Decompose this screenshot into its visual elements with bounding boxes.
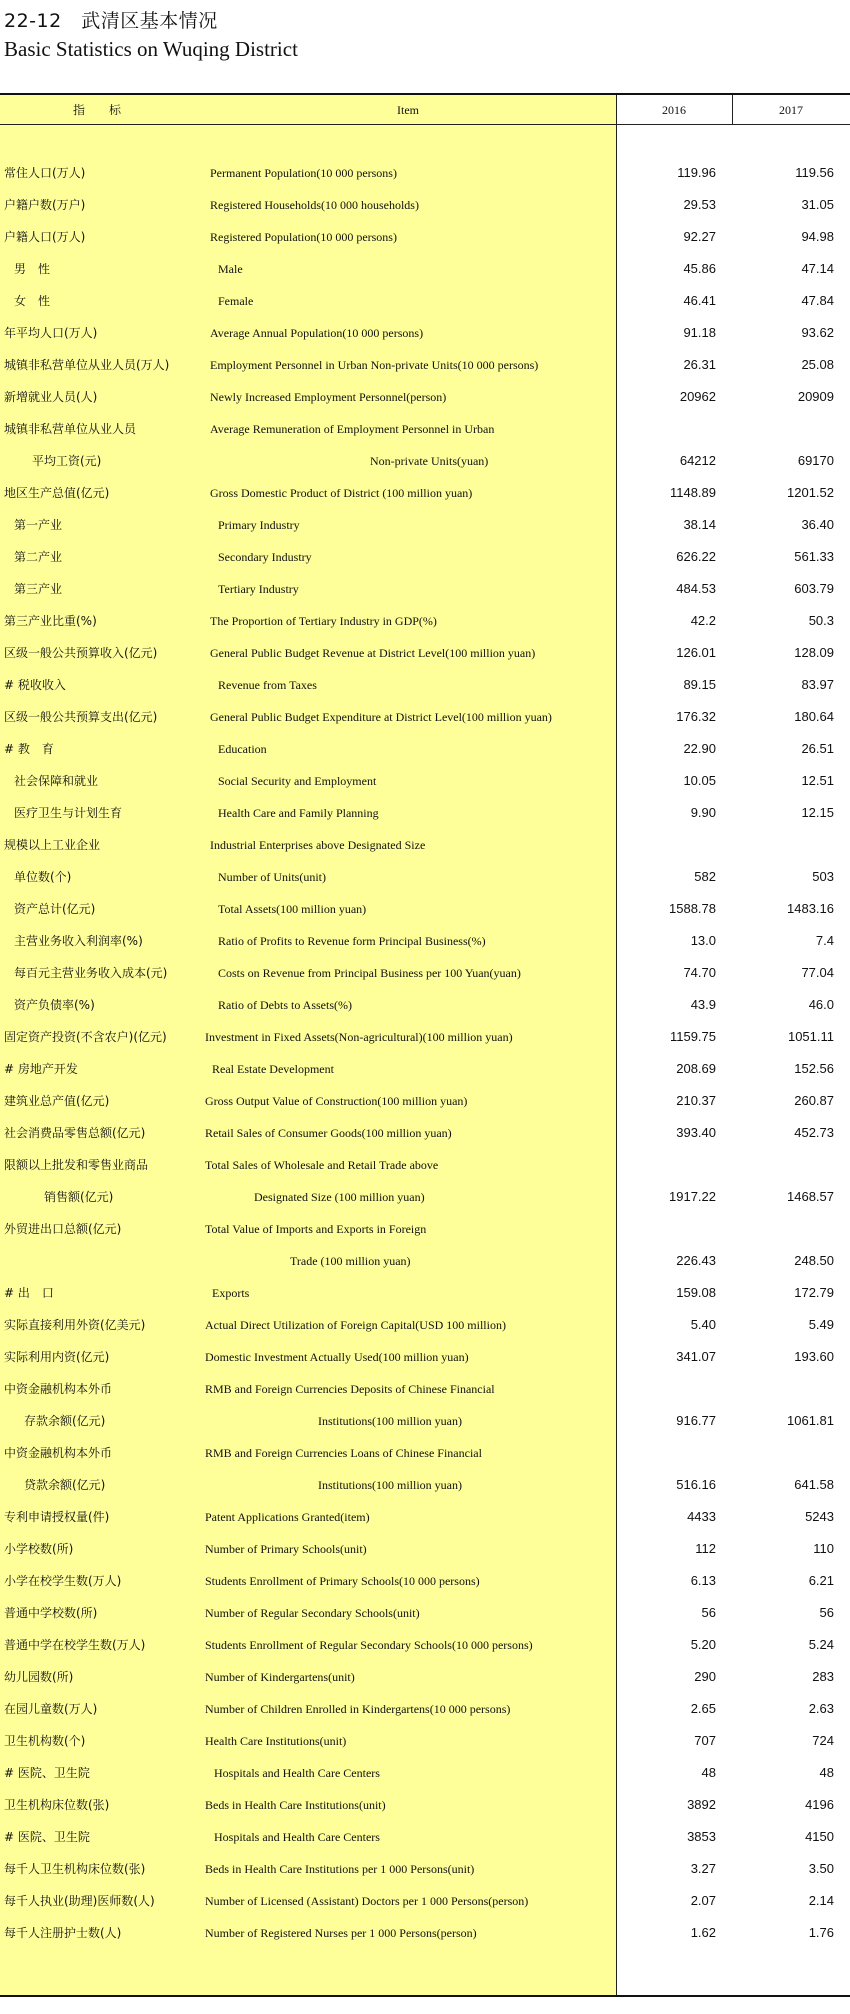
- row-value-2017: 1483.16: [787, 901, 834, 916]
- row-value-2017: 110: [813, 1541, 834, 1556]
- row-item-en: Health Care and Family Planning: [218, 806, 379, 820]
- table-row: [0, 1885, 850, 1917]
- row-value-2017: 25.08: [801, 357, 834, 372]
- row-value-2016: 3853: [687, 1829, 716, 1844]
- row-indicator-zh: 每百元主营业务收入成本(元): [14, 966, 168, 980]
- table-row: [0, 1245, 850, 1277]
- row-item-en: Tertiary Industry: [218, 582, 299, 596]
- row-value-2016: 5.20: [690, 1637, 716, 1652]
- table-row: [0, 989, 850, 1021]
- row-indicator-zh: 城镇非私营单位从业人员(万人): [4, 358, 170, 372]
- row-value-2017: 5.24: [808, 1637, 834, 1652]
- row-indicator-zh: # 房地产开发: [4, 1062, 78, 1076]
- row-value-2017: 152.56: [794, 1061, 834, 1076]
- row-value-2016: 6.13: [690, 1573, 716, 1588]
- row-value-2016: 707: [694, 1733, 716, 1748]
- row-indicator-zh: 普通中学校数(所): [4, 1606, 98, 1620]
- row-value-2016: 4433: [687, 1509, 716, 1524]
- row-value-2016: 176.32: [676, 709, 716, 724]
- row-indicator-zh: # 出 口: [4, 1286, 54, 1300]
- row-value-2016: 26.31: [683, 357, 716, 372]
- bottom-rule: [0, 1995, 850, 1997]
- table-row: [0, 1821, 850, 1853]
- row-value-2016: 92.27: [683, 229, 716, 244]
- row-value-2016: 56: [701, 1605, 716, 1620]
- row-indicator-zh: 医疗卫生与计划生育: [14, 806, 123, 820]
- row-value-2016: 38.14: [683, 517, 716, 532]
- row-item-en: Number of Primary Schools(unit): [205, 1542, 367, 1556]
- row-item-en: Social Security and Employment: [218, 774, 377, 788]
- row-value-2016: [616, 1213, 716, 1245]
- table-row: [0, 637, 850, 669]
- row-item-en: Average Remuneration of Employment Personnel in Urban: [210, 422, 495, 436]
- row-value-2016: 119.96: [677, 165, 716, 180]
- row-item-en: Designated Size (100 million yuan): [254, 1190, 425, 1204]
- header-indicator: 指 标: [72, 103, 127, 117]
- row-item-en: Hospitals and Health Care Centers: [214, 1766, 380, 1780]
- row-item-en: Education: [218, 742, 267, 756]
- table-row: [0, 1405, 850, 1437]
- table-row: [0, 285, 850, 317]
- row-value-2017: 1051.11: [787, 1029, 834, 1044]
- row-value-2017: [732, 1213, 834, 1245]
- table-row: [0, 1021, 850, 1053]
- row-item-en: Beds in Health Care Institutions(unit): [205, 1798, 386, 1812]
- row-value-2016: 91.18: [683, 325, 716, 340]
- row-indicator-zh: # 医院、卫生院: [4, 1830, 90, 1844]
- table-row: [0, 1501, 850, 1533]
- table-row: [0, 1181, 850, 1213]
- row-indicator-zh: 小学在校学生数(万人): [4, 1574, 122, 1588]
- row-item-en: Trade (100 million yuan): [290, 1254, 411, 1268]
- row-item-en: Students Enrollment of Primary Schools(10 000 persons): [205, 1574, 480, 1588]
- header-year-2016: 2016: [662, 103, 686, 117]
- row-indicator-zh: 第三产业: [14, 582, 63, 596]
- row-value-2017: 12.15: [801, 805, 834, 820]
- row-indicator-zh: # 教 育: [4, 742, 54, 756]
- table-row: [0, 413, 850, 445]
- row-item-en: Registered Households(10 000 households): [210, 198, 419, 212]
- table-row: [0, 509, 850, 541]
- table-row: [0, 477, 850, 509]
- row-value-2017: 452.73: [794, 1125, 834, 1140]
- row-value-2017: 6.21: [808, 1573, 834, 1588]
- row-item-en: Number of Kindergartens(unit): [205, 1670, 355, 1684]
- row-item-en: Students Enrollment of Regular Secondary Schools(10 000 persons): [205, 1638, 533, 1652]
- row-value-2016: 48: [701, 1765, 716, 1780]
- row-indicator-zh: 社会消费品零售总额(亿元): [4, 1126, 146, 1140]
- table-row: [0, 157, 850, 189]
- row-indicator-zh: 卫生机构床位数(张): [4, 1798, 110, 1812]
- row-item-en: Exports: [212, 1286, 250, 1300]
- table-row: [0, 765, 850, 797]
- row-value-2016: 9.90: [690, 805, 716, 820]
- table-row: [0, 1117, 850, 1149]
- row-item-en: Total Sales of Wholesale and Retail Trade above: [205, 1158, 439, 1172]
- table-row: [0, 1597, 850, 1629]
- row-value-2017: 5.49: [808, 1317, 834, 1332]
- row-value-2016: 3.27: [690, 1861, 716, 1876]
- row-value-2017: 31.05: [801, 197, 834, 212]
- row-value-2016: 1148.89: [669, 485, 716, 500]
- row-item-en: Employment Personnel in Urban Non-private Units(10 000 persons): [210, 358, 539, 372]
- row-item-en: Number of Children Enrolled in Kindergartens(10 000 persons): [205, 1702, 511, 1716]
- row-item-en: Actual Direct Utilization of Foreign Capital(USD 100 million): [205, 1318, 506, 1332]
- row-indicator-zh: 实际直接利用外资(亿美元): [4, 1318, 146, 1332]
- row-value-2016: 3892: [687, 1797, 716, 1812]
- row-item-en: Gross Domestic Product of District (100 million yuan): [210, 486, 473, 500]
- row-item-en: Permanent Population(10 000 persons): [210, 166, 397, 180]
- row-value-2017: 48: [819, 1765, 834, 1780]
- row-value-2016: [616, 1437, 716, 1469]
- table-row: [0, 1213, 850, 1245]
- row-value-2016: 226.43: [676, 1253, 716, 1268]
- table-body: [0, 125, 850, 1949]
- row-value-2016: 20962: [679, 389, 716, 404]
- row-value-2017: [732, 413, 834, 445]
- table-row: [0, 1789, 850, 1821]
- table-row: [0, 189, 850, 221]
- row-indicator-zh: 资产总计(亿元): [14, 902, 96, 916]
- row-value-2016: 341.07: [676, 1349, 716, 1364]
- row-value-2016: 126.01: [676, 645, 716, 660]
- row-indicator-zh: 地区生产总值(亿元): [4, 486, 110, 500]
- row-indicator-zh: 幼儿园数(所): [4, 1670, 74, 1684]
- row-value-2017: [732, 1437, 834, 1469]
- row-value-2016: [616, 125, 716, 157]
- table-row: [0, 1341, 850, 1373]
- row-indicator-zh: 建筑业总产值(亿元): [4, 1094, 110, 1108]
- row-item-en: Ratio of Profits to Revenue form Principal Business(%): [218, 934, 486, 948]
- row-item-en: Male: [218, 262, 243, 276]
- table-row: [0, 829, 850, 861]
- row-item-en: Number of Regular Secondary Schools(unit): [205, 1606, 420, 1620]
- row-item-en: Beds in Health Care Institutions per 1 000 Persons(unit): [205, 1862, 475, 1876]
- row-value-2017: 69170: [797, 453, 834, 468]
- row-indicator-zh: 社会保障和就业: [14, 774, 99, 788]
- row-value-2017: [732, 125, 834, 157]
- row-value-2017: [732, 1149, 834, 1181]
- row-value-2017: 724: [812, 1733, 834, 1748]
- row-indicator-zh: 男 性: [14, 262, 51, 276]
- table-row: [0, 349, 850, 381]
- row-value-2017: 50.3: [808, 613, 834, 628]
- table-row: [0, 317, 850, 349]
- row-value-2017: 94.98: [801, 229, 834, 244]
- row-value-2016: 5.40: [690, 1317, 716, 1332]
- row-value-2016: 2.07: [690, 1893, 716, 1908]
- row-item-en: The Proportion of Tertiary Industry in GDP(%): [210, 614, 437, 628]
- row-value-2017: 4196: [805, 1797, 834, 1812]
- row-indicator-zh: 中资金融机构本外币: [4, 1446, 113, 1460]
- row-item-en: Retail Sales of Consumer Goods(100 million yuan): [205, 1126, 452, 1140]
- table-row: [0, 1533, 850, 1565]
- row-indicator-zh: 常住人口(万人): [4, 166, 86, 180]
- table-row: [0, 1149, 850, 1181]
- table-row: [0, 669, 850, 701]
- row-item-en: Gross Output Value of Construction(100 million yuan): [205, 1094, 468, 1108]
- row-value-2016: 22.90: [683, 741, 716, 756]
- table-row: [0, 1757, 850, 1789]
- row-indicator-zh: 限额以上批发和零售业商品: [4, 1158, 149, 1172]
- row-value-2017: [732, 1373, 834, 1405]
- row-indicator-zh: 销售额(亿元): [44, 1190, 114, 1204]
- row-indicator-zh: 第一产业: [14, 518, 63, 532]
- table-title-english: Basic Statistics on Wuqing District: [4, 37, 298, 61]
- row-value-2017: 26.51: [801, 741, 834, 756]
- row-indicator-zh: 城镇非私营单位从业人员: [4, 422, 137, 436]
- row-indicator-zh: 每千人注册护士数(人): [4, 1926, 122, 1940]
- table-row: [0, 957, 850, 989]
- row-value-2017: 119.56: [795, 165, 834, 180]
- row-item-en: Primary Industry: [218, 518, 300, 532]
- row-indicator-zh: 第二产业: [14, 550, 63, 564]
- row-indicator-zh: 贷款余额(亿元): [24, 1478, 106, 1492]
- row-item-en: Revenue from Taxes: [218, 678, 317, 692]
- row-indicator-zh: 区级一般公共预算收入(亿元): [4, 646, 158, 660]
- table-row: [0, 733, 850, 765]
- row-item-en: Average Annual Population(10 000 persons): [210, 326, 424, 340]
- header-item: Item: [397, 103, 419, 117]
- row-indicator-zh: 户籍人口(万人): [4, 230, 86, 244]
- table-row: [0, 1917, 850, 1949]
- row-value-2016: 2.65: [690, 1701, 716, 1716]
- row-value-2016: 45.86: [683, 261, 716, 276]
- row-item-en: Number of Licensed (Assistant) Doctors per 1 000 Persons(person): [205, 1894, 529, 1908]
- row-item-en: General Public Budget Expenditure at District Level(100 million yuan): [210, 710, 552, 724]
- row-value-2017: 3.50: [808, 1861, 834, 1876]
- table-row: [0, 1053, 850, 1085]
- row-value-2017: 561.33: [794, 549, 834, 564]
- row-indicator-zh: 单位数(个): [14, 870, 72, 884]
- table-row: [0, 1309, 850, 1341]
- table-row: [0, 1373, 850, 1405]
- row-value-2016: 916.77: [676, 1413, 716, 1428]
- row-value-2016: 626.22: [676, 549, 716, 564]
- row-value-2016: 10.05: [683, 773, 716, 788]
- table-row: [0, 1085, 850, 1117]
- row-value-2016: 13.0: [690, 933, 716, 948]
- row-item-en: Secondary Industry: [218, 550, 312, 564]
- row-item-en: Real Estate Development: [212, 1062, 334, 1076]
- row-indicator-zh: 中资金融机构本外币: [4, 1382, 113, 1396]
- table-row: [0, 1437, 850, 1469]
- row-item-en: Institutions(100 million yuan): [318, 1478, 462, 1492]
- row-value-2017: 1061.81: [787, 1413, 834, 1428]
- table-row: [0, 1565, 850, 1597]
- table-row: [0, 893, 850, 925]
- row-value-2016: 29.53: [683, 197, 716, 212]
- row-value-2017: 1468.57: [787, 1189, 834, 1204]
- row-value-2016: 43.9: [690, 997, 716, 1012]
- row-value-2017: 7.4: [815, 933, 834, 948]
- row-value-2017: 1201.52: [787, 485, 834, 500]
- row-value-2017: 503: [812, 869, 834, 884]
- table-row: [0, 381, 850, 413]
- row-value-2017: 283: [812, 1669, 834, 1684]
- row-indicator-zh: 专利申请授权量(件): [4, 1510, 110, 1524]
- row-indicator-zh: 年平均人口(万人): [4, 326, 98, 340]
- row-value-2017: 260.87: [794, 1093, 834, 1108]
- row-value-2017: 20909: [797, 389, 834, 404]
- row-item-en: Costs on Revenue from Principal Business per 100 Yuan(yuan): [218, 966, 521, 980]
- row-item-en: Hospitals and Health Care Centers: [214, 1830, 380, 1844]
- row-indicator-zh: 实际利用内资(亿元): [4, 1350, 110, 1364]
- row-value-2017: 641.58: [794, 1477, 834, 1492]
- table-row: [0, 1661, 850, 1693]
- table-row: [0, 1853, 850, 1885]
- row-indicator-zh: 每千人卫生机构床位数(张): [4, 1862, 146, 1876]
- row-value-2016: [616, 829, 716, 861]
- row-value-2016: 1588.78: [669, 901, 716, 916]
- row-item-en: Number of Units(unit): [218, 870, 326, 884]
- row-value-2017: 603.79: [794, 581, 834, 596]
- row-value-2016: 112: [695, 1541, 716, 1556]
- row-value-2016: 159.08: [676, 1285, 716, 1300]
- table-row: [0, 1725, 850, 1757]
- row-value-2016: 74.70: [683, 965, 716, 980]
- row-value-2016: 484.53: [676, 581, 716, 596]
- row-item-en: Health Care Institutions(unit): [205, 1734, 347, 1748]
- row-value-2016: [616, 413, 716, 445]
- row-indicator-zh: 平均工资(元): [32, 454, 102, 468]
- table-row: [0, 1693, 850, 1725]
- row-value-2017: 128.09: [794, 645, 834, 660]
- table-row: [0, 1629, 850, 1661]
- row-value-2017: 2.14: [808, 1893, 834, 1908]
- row-value-2017: 83.97: [801, 677, 834, 692]
- row-value-2016: 64212: [679, 453, 716, 468]
- row-value-2017: 4150: [805, 1829, 834, 1844]
- row-value-2017: 5243: [805, 1509, 834, 1524]
- row-item-en: Domestic Investment Actually Used(100 million yuan): [205, 1350, 469, 1364]
- row-item-en: Total Assets(100 million yuan): [218, 902, 367, 916]
- row-value-2017: 93.62: [801, 325, 834, 340]
- header-year-2017: 2017: [779, 103, 803, 117]
- row-value-2016: 516.16: [676, 1477, 716, 1492]
- row-indicator-zh: # 税收收入: [4, 678, 66, 692]
- row-value-2016: [616, 1149, 716, 1181]
- row-value-2016: 582: [694, 869, 716, 884]
- row-value-2017: 1.76: [808, 1925, 834, 1940]
- row-value-2017: 12.51: [801, 773, 834, 788]
- row-value-2017: 46.0: [808, 997, 834, 1012]
- row-value-2016: 208.69: [676, 1061, 716, 1076]
- table-row: [0, 797, 850, 829]
- row-indicator-zh: 小学校数(所): [4, 1542, 74, 1556]
- row-value-2016: 1917.22: [669, 1189, 716, 1204]
- row-indicator-zh: 第三产业比重(%): [4, 614, 97, 628]
- row-indicator-zh: # 医院、卫生院: [4, 1766, 90, 1780]
- row-value-2017: 47.84: [801, 293, 834, 308]
- row-value-2017: [732, 829, 834, 861]
- row-indicator-zh: 普通中学在校学生数(万人): [4, 1638, 146, 1652]
- row-indicator-zh: 存款余额(亿元): [24, 1414, 106, 1428]
- row-item-en: Patent Applications Granted(item): [205, 1510, 370, 1524]
- row-indicator-zh: 在园儿童数(万人): [4, 1702, 98, 1716]
- row-value-2016: 1.62: [690, 1925, 716, 1940]
- table-row: [0, 125, 850, 157]
- row-item-en: Investment in Fixed Assets(Non-agricultural)(100 million yuan): [205, 1030, 513, 1044]
- row-item-en: Ratio of Debts to Assets(%): [218, 998, 352, 1012]
- table-row: [0, 541, 850, 573]
- row-value-2016: 42.2: [690, 613, 716, 628]
- row-indicator-zh: 固定资产投资(不含农户)(亿元): [4, 1030, 167, 1044]
- row-value-2017: 193.60: [794, 1349, 834, 1364]
- row-indicator-zh: 资产负债率(%): [14, 998, 95, 1012]
- row-item-en: Total Value of Imports and Exports in Foreign: [205, 1222, 427, 1236]
- row-value-2016: 290: [694, 1669, 716, 1684]
- table-row: [0, 861, 850, 893]
- row-value-2017: 172.79: [794, 1285, 834, 1300]
- table-row: [0, 1277, 850, 1309]
- row-item-en: RMB and Foreign Currencies Loans of Chinese Financial: [205, 1446, 482, 1460]
- row-item-en: RMB and Foreign Currencies Deposits of Chinese Financial: [205, 1382, 495, 1396]
- row-value-2017: 77.04: [801, 965, 834, 980]
- table-row: [0, 573, 850, 605]
- row-indicator-zh: 户籍户数(万户): [4, 198, 86, 212]
- row-value-2017: 36.40: [801, 517, 834, 532]
- table-row: [0, 701, 850, 733]
- row-item-en: Institutions(100 million yuan): [318, 1414, 462, 1428]
- row-value-2016: 89.15: [683, 677, 716, 692]
- row-indicator-zh: 区级一般公共预算支出(亿元): [4, 710, 158, 724]
- row-indicator-zh: 规模以上工业企业: [4, 838, 101, 852]
- row-indicator-zh: 每千人执业(助理)医师数(人): [4, 1894, 155, 1908]
- row-value-2017: 56: [819, 1605, 834, 1620]
- row-indicator-zh: 外贸进出口总额(亿元): [4, 1222, 122, 1236]
- row-item-en: Registered Population(10 000 persons): [210, 230, 397, 244]
- table-title-chinese: 22-12 武清区基本情况: [4, 10, 218, 32]
- row-item-en: Female: [218, 294, 254, 308]
- row-item-en: Number of Registered Nurses per 1 000 Persons(person): [205, 1926, 477, 1940]
- row-value-2017: 2.63: [808, 1701, 834, 1716]
- row-item-en: Industrial Enterprises above Designated Size: [210, 838, 426, 852]
- row-value-2017: 47.14: [801, 261, 834, 276]
- row-item-en: Non-private Units(yuan): [370, 454, 489, 468]
- row-item-en: General Public Budget Revenue at District Level(100 million yuan): [210, 646, 536, 660]
- table-row: [0, 925, 850, 957]
- table-row: [0, 221, 850, 253]
- row-value-2016: 210.37: [676, 1093, 716, 1108]
- row-value-2016: 393.40: [676, 1125, 716, 1140]
- row-indicator-zh: 主营业务收入利润率(%): [14, 934, 143, 948]
- row-indicator-zh: 新增就业人员(人): [4, 390, 98, 404]
- table-row: [0, 253, 850, 285]
- row-indicator-zh: 卫生机构数(个): [4, 1734, 86, 1748]
- row-item-en: Newly Increased Employment Personnel(person): [210, 390, 447, 404]
- row-value-2017: 180.64: [794, 709, 834, 724]
- row-indicator-zh: 女 性: [14, 294, 51, 308]
- table-row: [0, 445, 850, 477]
- row-value-2016: 46.41: [683, 293, 716, 308]
- table-row: [0, 605, 850, 637]
- row-value-2016: [616, 1373, 716, 1405]
- row-value-2016: 1159.75: [669, 1029, 716, 1044]
- table-row: [0, 1469, 850, 1501]
- row-value-2017: 248.50: [794, 1253, 834, 1268]
